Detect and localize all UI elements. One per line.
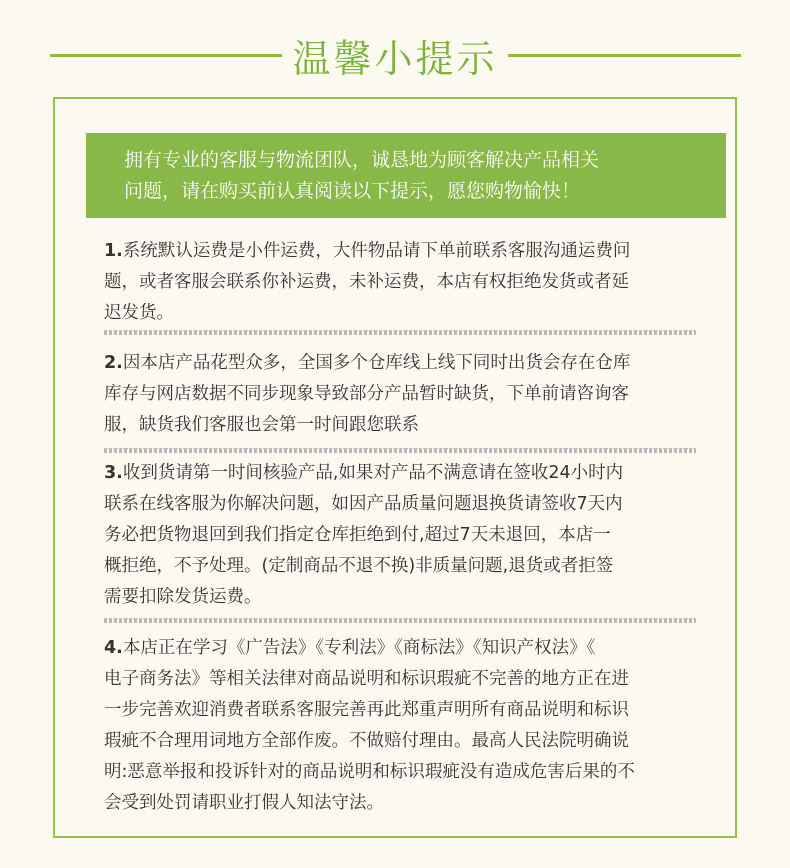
- notice-1-line-2: 题，或者客服会联系你补运费，未补运费，本店有权拒绝发货或者延: [104, 272, 629, 292]
- notice-3-line-5: 需要扣除发货运费。: [104, 587, 262, 607]
- notice-3-number: 3.: [104, 463, 123, 483]
- notice-2-line-2: 库存与网店数据不同步现象导致部分产品暂时缺货，下单前请咨询客: [104, 384, 629, 404]
- notice-3: [104, 458, 704, 613]
- notice-3-line-2: 联系在线客服为你解决问题，如因产品质量问题退换货请签收7天内: [104, 494, 623, 514]
- notice-4-line-6: 会受到处罚请职业打假人知法守法。: [104, 793, 384, 813]
- notice-4-line-2: 电子商务法》等相关法律对商品说明和标识瑕疵不完善的地方正在进: [104, 669, 629, 689]
- notice-3-line-3: 务必把货物退回到我们指定仓库拒绝到付,超过7天未退回，本店一: [104, 525, 611, 545]
- notice-1: [104, 236, 704, 329]
- notice-1-line-3: 迟发货。: [104, 303, 174, 323]
- notice-1-line-1: 1.系统默认运费是小件运费，大件物品请下单前联系客服沟通运费问: [104, 241, 631, 261]
- title-header: [0, 22, 790, 92]
- title-left-rule: [50, 54, 282, 57]
- notice-3-line-1: 3.收到货请第一时间核验产品,如果对产品不满意请在签收24小时内: [104, 463, 624, 483]
- notice-2-line-3: 服，缺货我们客服也会第一时间跟您联系: [104, 415, 419, 435]
- notice-2-number: 2.: [104, 353, 123, 373]
- notice-4-line-3: 一步完善欢迎消费者联系客服完善再此郑重声明所有商品说明和标识: [104, 700, 629, 720]
- notice-2-line-1: 2.因本店产品花型众多，全国多个仓库线上线下同时出货会存在仓库: [104, 353, 631, 373]
- notice-4: [104, 633, 704, 819]
- notice-3-line-4: 概拒绝，不予处理。(定制商品不退不换)非质量问题,退货或者拒签: [104, 556, 614, 576]
- notice-4-line-4: 瑕疵不合理用词地方全部作废。不做赔付理由。最高人民法院明确说: [104, 731, 629, 751]
- notice-2: [104, 348, 704, 441]
- notice-4-line-5: 明:恶意举报和投诉针对的商品说明和标识瑕疵没有造成危害后果的不: [104, 762, 635, 782]
- banner-line-1: 拥有专业的客服与物流团队，诚恳地为顾客解决产品相关: [124, 149, 600, 171]
- page-title: 温馨小提示: [292, 37, 498, 81]
- notice-4-number: 4.: [104, 638, 123, 658]
- title-right-rule: [508, 54, 741, 57]
- divider-1: [104, 330, 696, 335]
- notice-4-line-1: 4.本店正在学习《广告法》《专利法》《商标法》《知识产权法》《: [104, 638, 596, 658]
- notice-1-number: 1.: [104, 241, 123, 261]
- divider-3: [104, 618, 696, 623]
- intro-banner: [86, 133, 726, 218]
- banner-line-2: 问题，请在购买前认真阅读以下提示，愿您购物愉快！: [124, 180, 581, 202]
- divider-2: [104, 448, 696, 453]
